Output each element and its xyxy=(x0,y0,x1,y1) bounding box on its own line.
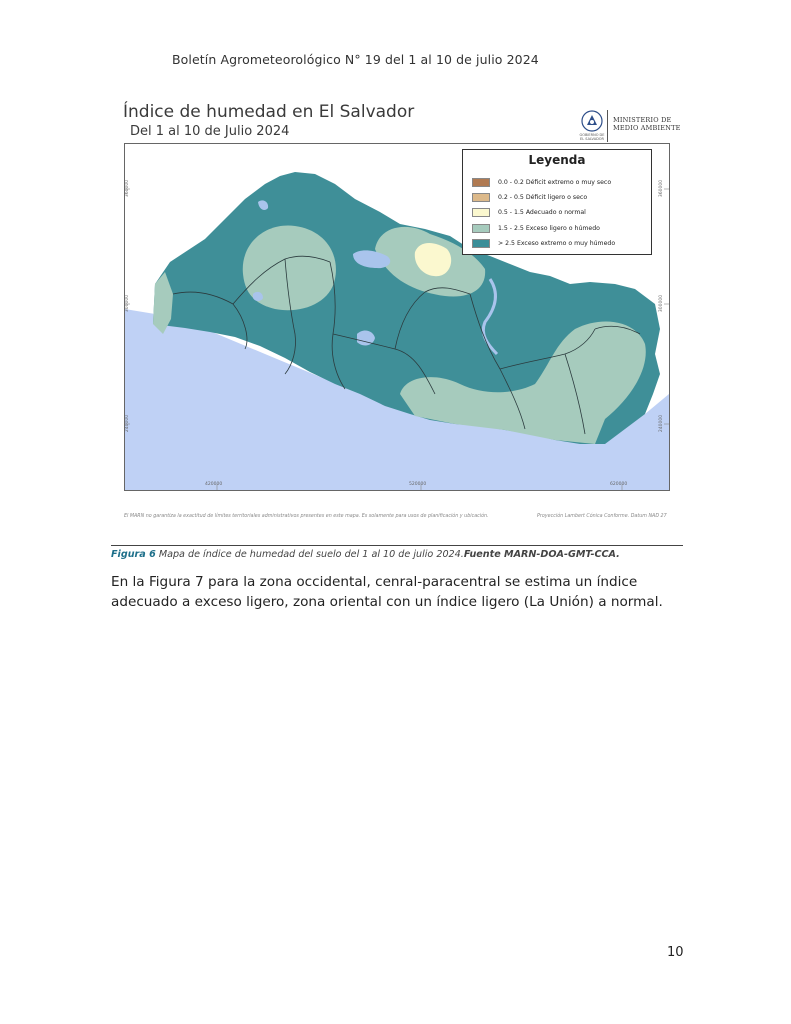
legend-swatch xyxy=(472,208,490,217)
map-subtitle: Del 1 al 10 de Julio 2024 xyxy=(130,124,290,139)
ministry-name: MINISTERIO DE MEDIO AMBIENTE xyxy=(613,116,681,132)
map-disclaimer: El MARN no garantiza la exactitud de límites territoriales administrativos presentes en este mapa. Es solamente para usos de planificación y ubicación. xyxy=(124,514,489,519)
legend-swatch xyxy=(472,239,490,248)
map-frame xyxy=(124,143,670,491)
y-coordinate-label: 240000 xyxy=(659,414,665,433)
legend-label: 0.2 - 0.5 Déficit ligero o seco xyxy=(498,193,588,201)
caption-divider xyxy=(111,545,683,546)
government-label: GOBIERNO DE EL SALVADOR xyxy=(579,133,605,141)
y-coordinate-label: 300000 xyxy=(659,294,665,313)
legend-label: 1.5 - 2.5 Exceso ligero o húmedo xyxy=(498,224,600,232)
caption-text: Mapa de índice de humedad del suelo del 1 al 10 de julio 2024. xyxy=(155,549,464,560)
y-coordinate-label: 240000 xyxy=(125,414,131,433)
y-coordinate-label: 360000 xyxy=(659,179,665,198)
x-coordinate-label: 520000 xyxy=(409,482,427,487)
figure-caption xyxy=(111,549,620,560)
legend-label: 0.5 - 1.5 Adecuado o normal xyxy=(498,208,586,216)
legend-swatch xyxy=(472,193,490,202)
legend-label: > 2.5 Exceso extremo o muy húmedo xyxy=(498,239,616,247)
legend-label: 0.0 - 0.2 Déficit extremo o muy seco xyxy=(498,178,612,186)
body-paragraph: En la Figura 7 para la zona occidental, cenral-paracentral se estima un índice adecuado a exceso ligero, zona oriental con un índice ligero (La Unión) a normal. xyxy=(111,574,663,610)
legend-item xyxy=(472,192,587,202)
map-projection: Proyección Lambert Cónica Conforme. Datum NAD 27 xyxy=(537,514,667,519)
legend-item xyxy=(472,177,611,187)
caption-label: Figura 6 xyxy=(111,549,156,560)
logo-divider xyxy=(607,110,608,142)
ministry-logo xyxy=(577,108,687,148)
caption-source: Fuente MARN-DOA-GMT-CCA. xyxy=(463,549,620,560)
y-coordinate-label: 360000 xyxy=(125,179,131,198)
page-number: 10 xyxy=(667,945,684,960)
moisture-index-figure xyxy=(111,96,685,528)
legend-item xyxy=(472,207,586,217)
y-coordinate-label: 300000 xyxy=(125,294,131,313)
x-coordinate-label: 620000 xyxy=(610,482,628,487)
legend-swatch xyxy=(472,178,490,187)
map-legend xyxy=(462,149,652,255)
x-coordinate-label: 420000 xyxy=(205,482,223,487)
map-title: Índice de humedad en El Salvador xyxy=(123,102,415,122)
legend-swatch xyxy=(472,224,490,233)
legend-item xyxy=(472,223,600,233)
legend-item xyxy=(472,238,615,248)
national-seal-icon xyxy=(581,110,603,132)
legend-title: Leyenda xyxy=(528,153,586,167)
bulletin-header: Boletín Agrometeorológico N° 19 del 1 al 10 de julio 2024 xyxy=(172,52,539,67)
